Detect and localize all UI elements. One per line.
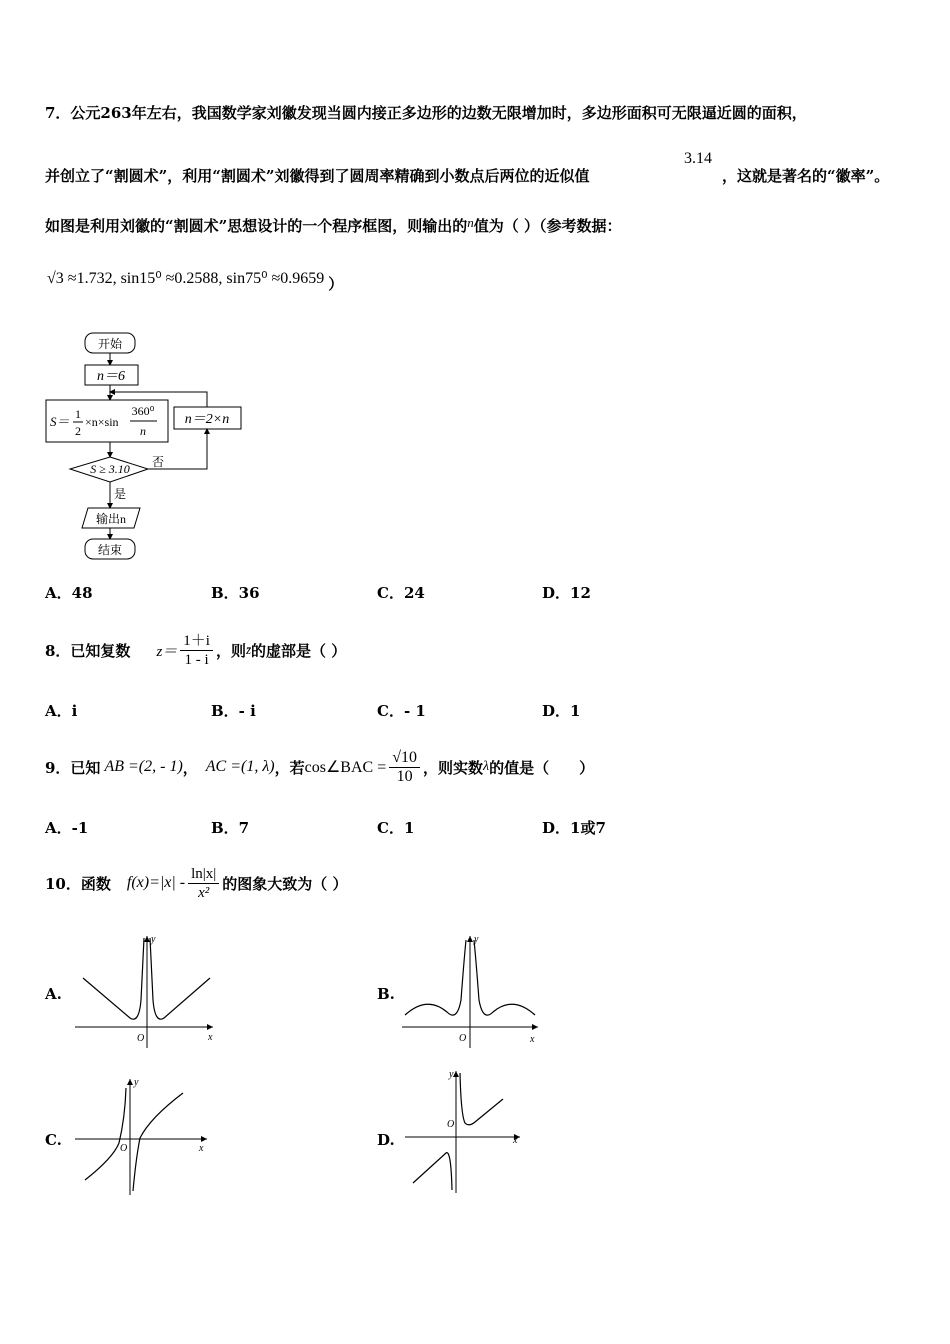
q10-fx: f(x)=|x| - [126,874,186,891]
q9-option-c[interactable]: C．1 [377,819,415,837]
q8-fraction [180,632,213,669]
flow-yes-label: 是 [114,487,127,501]
q8-suffix: 的虚部是（ ） [251,641,347,660]
q9-prefix: 9．已知 [45,758,101,777]
q9-option-b[interactable]: B．7 [211,819,250,837]
q7-option-d[interactable]: D．12 [542,584,591,602]
graph-a-origin: O [137,1033,145,1044]
q7-line3var: n [467,215,474,230]
flow-init-text: n＝6 [97,369,125,384]
graph-c-origin: O [120,1143,128,1154]
q7-line1: 7．公元263年左右，我国数学家刘徽发现当圆内接正多边形的边数无限增加时，多边形面积可无限逼近圆的面积， [45,104,807,122]
q9-option-d[interactable]: D．1或7 [542,819,606,837]
q7-option-b[interactable]: B．36 [211,584,260,602]
graph-c-x: x [199,1143,204,1154]
flowchart [40,325,260,565]
flow-cond-text: S ≥ 3.10 [90,462,130,476]
flow-start-text: 开始 [97,337,123,351]
graph-b-x: x [530,1034,535,1045]
flow-output-text: 输出n [95,512,127,526]
q7-line3b: 值为（ ）（参考数据： [473,217,622,235]
q7-option-a[interactable]: A．48 [45,584,93,602]
graph-a-x: x [208,1032,213,1043]
q8-stem [45,615,346,685]
q9-ruo: ，若 [274,758,305,777]
q8-prefix: 8．已知复数 [45,641,131,660]
q10-prefix: 10．函数 [45,874,111,893]
q8-zbar: z̄ [245,642,252,657]
q7-line3a: 如图是利用刘徽的“割圆术”思想设计的一个程序框图，则输出的 [45,217,468,235]
graph-c-y: y [134,1077,139,1088]
flow-end-text: 结束 [97,543,123,557]
q8-option-b[interactable]: B．- i [211,702,256,720]
q8-option-c[interactable]: C．- 1 [377,702,426,720]
q9-mid: ，则实数 [423,758,484,777]
q7-line2 [45,165,590,186]
q8-num: 1＋i [180,632,213,651]
q8-mid: ，则 [215,641,246,660]
q8-den: 1 - i [184,651,209,668]
graph-d-x: x [513,1135,518,1146]
q7-option-c[interactable]: C．24 [377,584,425,602]
q10-den: x² [198,884,210,901]
graph-b [402,930,547,1050]
q10-fraction [188,865,219,902]
flow-formula-s: S＝ [50,414,70,429]
q7-approx: 3.14 [684,150,712,167]
q10-option-b[interactable]: B. [377,985,395,1003]
q9-ab: AB =(2, - 1) [104,758,183,775]
q9-ac: AC =(1, λ) [205,758,275,775]
q9-lambda: λ [483,759,490,774]
graph-d [405,1065,530,1195]
graph-d-origin: O [447,1119,455,1130]
q8-z: z＝ [156,643,178,660]
q9-option-a[interactable]: A．-1 [45,819,89,837]
graph-a [75,930,220,1050]
flow-no-label: 否 [152,455,165,469]
graph-c [75,1073,215,1198]
q8-option-a[interactable]: A．i [45,702,78,720]
flow-formula-num: 1 [75,407,81,421]
graph-a-y: y [151,934,156,945]
q10-stem [45,850,348,916]
q9-den: 10 [396,767,413,785]
q8-option-d[interactable]: D．1 [542,702,581,720]
q9-cos: cos∠BAC = [304,759,387,776]
q7-reference-data [47,268,343,294]
q9-sep: ， [182,758,198,777]
q10-option-c[interactable]: C. [45,1131,62,1149]
q10-suffix: 的图象大致为（ ） [222,874,348,893]
q10-option-a[interactable]: A. [45,985,62,1003]
q9-num: √10 [389,749,420,768]
q7-line2a: 并创立了“割圆术”，利用“割圆术”刘徽得到了圆周率精确到小数点后两位的近似值 [45,167,590,185]
q9-fraction [389,749,420,786]
q9-stem [45,734,594,800]
flow-formula-angle: 360⁰ [131,404,155,418]
q10-num: ln|x| [188,865,219,884]
flow-formula-den: 2 [75,424,81,438]
flow-formula-n: n [140,424,146,438]
flow-formula-mid: ×n×sin [85,415,119,429]
q10-option-d[interactable]: D. [377,1131,395,1149]
graph-b-origin: O [459,1033,467,1044]
q7-ref: √3 ≈1.732, sin15⁰ ≈0.2588, sin75⁰ ≈0.9659 [47,270,325,287]
graph-d-y: y [449,1069,454,1080]
q7-line3 [45,215,622,236]
flow-update-text: n＝2×n [184,412,230,427]
graph-b-y: y [474,934,479,945]
q7-line2b: ，这就是著名的“徽率”。 [722,167,890,185]
q9-suffix: 的值是（ ） [489,758,595,777]
q7-ref-close: ） [328,275,344,293]
